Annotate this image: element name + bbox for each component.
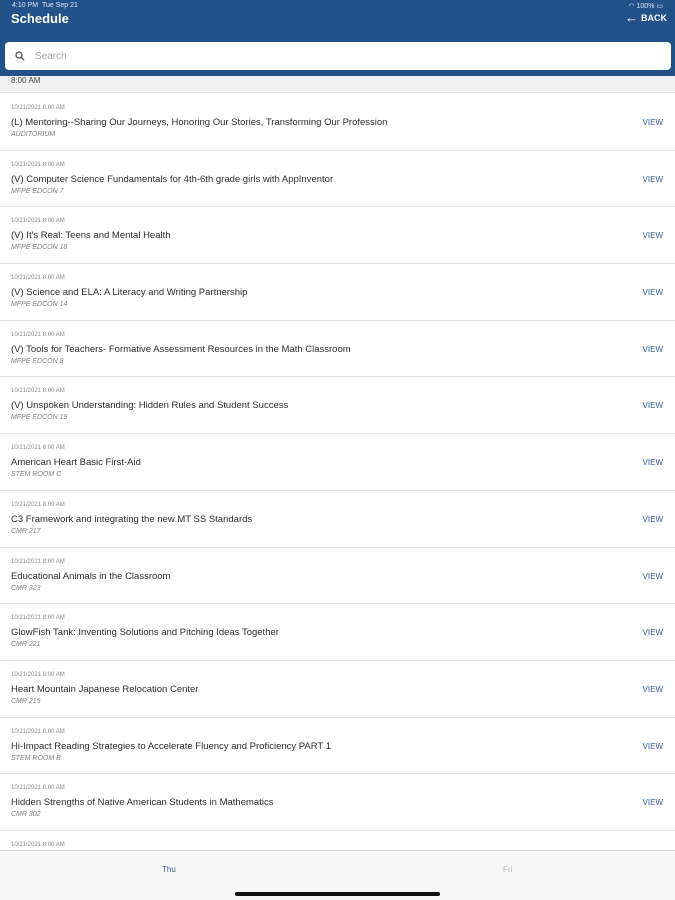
status-time — [12, 2, 78, 9]
view-button[interactable]: VIEW — [642, 514, 663, 524]
session-room: CMR 215 — [11, 697, 41, 705]
time-section-header — [0, 76, 675, 93]
page-title: Schedule — [11, 11, 69, 26]
battery-level: 100% — [636, 3, 655, 10]
session-date: 10/21/2021 8:00 AM — [11, 161, 65, 168]
session-title: (L) Mentoring--Sharing Our Journeys, Honoring Our Stories, Transforming Our Profession — [11, 117, 388, 128]
session-date: 10/21/2021 8:00 AM — [11, 728, 65, 735]
session-row[interactable] — [0, 94, 675, 151]
session-room: MFPE EDCON 14 — [11, 301, 68, 309]
session-title: (V) Tools for Teachers- Formative Assessment Resources in the Math Classroom — [11, 343, 351, 355]
view-button[interactable]: VIEW — [642, 458, 663, 468]
session-row[interactable] — [0, 434, 675, 491]
session-title: Heart Mountain Japanese Relocation Center — [11, 683, 199, 695]
session-title: (V) It's Real: Teens and Mental Health — [11, 230, 171, 242]
session-date: 10/21/2021 8:00 AM — [11, 785, 65, 792]
session-row[interactable] — [0, 491, 675, 548]
status-right — [628, 2, 663, 10]
session-room: CMR 221 — [11, 641, 41, 649]
view-button[interactable]: VIEW — [642, 174, 663, 184]
app-header — [0, 0, 675, 76]
session-date: 10/21/2021 8:00 AM — [11, 218, 65, 225]
view-button[interactable]: VIEW — [642, 571, 663, 581]
session-date: 10/21/2021 8:00 AM — [11, 841, 65, 848]
wifi-icon: ◠ — [628, 3, 635, 10]
session-room: CMR 323 — [11, 584, 41, 592]
session-row[interactable] — [0, 661, 675, 718]
session-room: AUDITORIUM — [11, 131, 56, 138]
view-button[interactable]: VIEW — [642, 401, 663, 411]
status-time-value: 4:10 PM — [12, 2, 39, 9]
session-date: 10/21/2021 8:00 AM — [11, 501, 65, 508]
home-indicator — [235, 892, 440, 896]
session-date: 10/21/2021 8:00 AM — [11, 558, 65, 565]
session-title: Educational Animals in the Classroom — [11, 570, 171, 582]
session-room: STEM ROOM B — [11, 754, 61, 762]
tab-thu[interactable]: Thu — [162, 865, 176, 874]
session-date: 10/21/2021 8:00 AM — [11, 388, 65, 395]
session-room: MFPE EDCON 19 — [11, 414, 68, 422]
session-row[interactable] — [0, 321, 675, 378]
battery-icon: ▭ — [656, 3, 663, 10]
session-room: MFPE EDCON 18 — [11, 244, 68, 252]
view-button[interactable]: VIEW — [642, 628, 663, 638]
tab-fri[interactable]: Fri — [503, 865, 513, 874]
session-room: MFPE EDCON 7 — [11, 187, 64, 195]
session-room: MFPE EDCON 8 — [11, 357, 64, 365]
view-button[interactable]: VIEW — [642, 231, 663, 241]
session-row[interactable] — [0, 548, 675, 605]
session-row[interactable] — [0, 718, 675, 775]
session-title: (V) Unspoken Understanding: Hidden Rules and Student Success — [11, 400, 289, 412]
view-button[interactable]: VIEW — [642, 741, 663, 751]
session-title: Hidden Strengths of Native American Students in Mathematics — [11, 797, 274, 809]
view-button[interactable]: VIEW — [642, 344, 663, 354]
view-button[interactable]: VIEW — [642, 684, 663, 694]
view-button[interactable]: VIEW — [642, 118, 663, 127]
session-row[interactable] — [0, 604, 675, 661]
view-button[interactable]: VIEW — [642, 288, 663, 298]
session-row[interactable] — [0, 264, 675, 321]
status-bar — [0, 0, 675, 10]
status-day: Tue Sep 21 — [41, 2, 78, 9]
view-button[interactable]: VIEW — [642, 798, 663, 808]
search-input[interactable] — [35, 51, 635, 62]
day-tab-bar — [0, 850, 675, 900]
session-title: C3 Framework and integrating the new MT SS Standards — [11, 513, 253, 525]
session-date: 10/21/2021 8:00 AM — [11, 615, 65, 622]
section-time-label: 8:00 AM — [11, 76, 41, 85]
session-date: 10/21/2021 8:00 AM — [11, 275, 65, 282]
session-row[interactable] — [0, 774, 675, 831]
session-title: (V) Computer Science Fundamentals for 4th-6th grade girls with AppInventor — [11, 173, 334, 185]
session-list[interactable] — [0, 94, 675, 850]
session-date: 10/21/2021 8:00 AM — [11, 105, 65, 111]
session-row[interactable] — [0, 151, 675, 208]
session-row[interactable] — [0, 207, 675, 264]
session-date: 10/21/2021 8:00 AM — [11, 331, 65, 338]
session-date: 10/21/2021 8:00 AM — [11, 445, 65, 452]
session-row[interactable] — [0, 831, 675, 850]
session-row[interactable] — [0, 377, 675, 434]
session-room: STEM ROOM C — [11, 471, 62, 479]
session-date: 10/21/2021 8:00 AM — [11, 671, 65, 678]
session-title: American Heart Basic First-Aid — [11, 457, 141, 469]
session-room: CMR 217 — [11, 527, 41, 535]
session-title: Hi-Impact Reading Strategies to Accelerate Fluency and Proficiency PART 1 — [11, 740, 331, 752]
session-room: CMR 302 — [11, 811, 41, 819]
back-label: BACK — [641, 12, 667, 23]
search-icon — [5, 51, 35, 61]
back-arrow-icon: ← — [625, 10, 638, 25]
session-title: (V) Science and ELA: A Literacy and Writing Partnership — [11, 287, 248, 299]
search-bar[interactable] — [5, 42, 671, 70]
session-title: GlowFish Tank: Inventing Solutions and Pitching Ideas Together — [11, 627, 279, 639]
back-button[interactable] — [625, 11, 667, 24]
